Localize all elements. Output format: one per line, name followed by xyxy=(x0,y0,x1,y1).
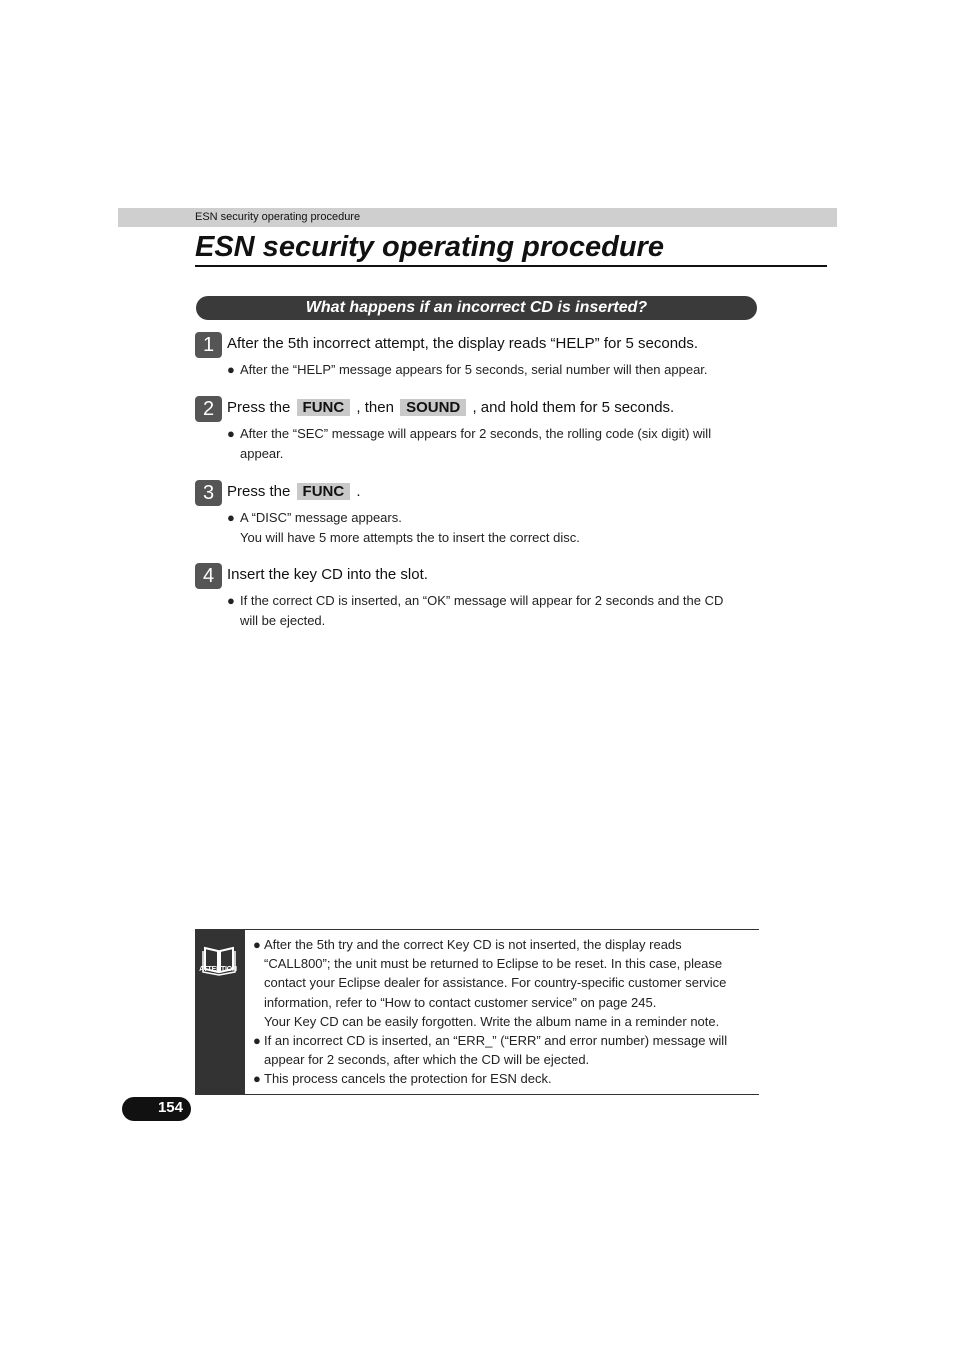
step-text-part: , then xyxy=(356,399,394,416)
step-note-text: If the correct CD is inserted, an “OK” message will appear for 2 seconds and the CD xyxy=(240,593,724,608)
attention-box xyxy=(195,929,759,1095)
attention-line: contact your Eclipse dealer for assistance. For country-specific customer service xyxy=(264,975,727,991)
step-note-text: will be ejected. xyxy=(240,612,326,628)
attention-item xyxy=(253,1031,753,1069)
step-note-text: After the “HELP” message appears for 5 seconds, serial number will then appear. xyxy=(240,362,708,377)
attention-sidebar xyxy=(195,930,245,1094)
sound-key-label: SOUND xyxy=(400,399,466,416)
step-number: 4 xyxy=(195,563,222,589)
running-header xyxy=(118,208,837,227)
func-key-label: FUNC xyxy=(297,399,351,416)
step-note-text: After the “SEC” message will appears for 2 seconds, the rolling code (six digit) will xyxy=(240,426,712,441)
bullet-icon: ● xyxy=(253,1071,261,1087)
step-note-text: A “DISC” message appears. xyxy=(240,510,402,525)
attention-line: appear for 2 seconds, after which the CD will be ejected. xyxy=(264,1052,590,1068)
attention-line: Your Key CD can be easily forgotten. Write the album name in a reminder note. xyxy=(264,1013,720,1029)
section-heading: What happens if an incorrect CD is inserted? xyxy=(196,296,757,320)
func-key-label: FUNC xyxy=(297,483,351,500)
attention-item xyxy=(253,1069,753,1088)
attention-line: information, refer to “How to contact customer service” on page 245. xyxy=(264,994,657,1010)
attention-line: This process cancels the protection for ESN deck. xyxy=(264,1071,552,1087)
attention-line: “CALL800”; the unit must be returned to Eclipse to be reset. In this case, please xyxy=(264,956,723,972)
step-text-part: . xyxy=(356,483,361,500)
step-text xyxy=(227,483,361,500)
step-number: 1 xyxy=(195,332,222,358)
bullet-icon: ● xyxy=(227,362,235,377)
step-note xyxy=(227,508,757,547)
attention-line: After the 5th try and the correct Key CD is not inserted, the display reads xyxy=(264,937,682,952)
running-header-text: ESN security operating procedure xyxy=(195,211,361,223)
page-number: 154 xyxy=(122,1097,191,1121)
bullet-icon: ● xyxy=(253,937,261,952)
step-note-text: You will have 5 more attempts the to insert the correct disc. xyxy=(240,529,580,545)
step-text: Insert the key CD into the slot. xyxy=(227,566,428,583)
step-note xyxy=(227,360,757,380)
step-note xyxy=(227,591,757,630)
step-note xyxy=(227,424,757,463)
step-text xyxy=(227,399,674,416)
attention-label: ATTENTION xyxy=(199,966,237,973)
bullet-icon: ● xyxy=(227,593,235,608)
step-note-text: appear. xyxy=(240,445,284,461)
step-number: 2 xyxy=(195,396,222,422)
step-text: After the 5th incorrect attempt, the display reads “HELP” for 5 seconds. xyxy=(227,335,699,352)
attention-line: If an incorrect CD is inserted, an “ERR_” (“ERR” and error number) message will xyxy=(264,1033,728,1049)
bullet-icon: ● xyxy=(227,426,235,441)
step-text-part: Press the xyxy=(227,399,291,416)
book-icon xyxy=(201,942,237,980)
step-text-part: Press the xyxy=(227,483,291,500)
page-title: ESN security operating procedure xyxy=(195,230,827,267)
bullet-icon: ● xyxy=(227,510,235,525)
attention-content xyxy=(253,935,753,1089)
attention-item xyxy=(253,935,753,1031)
step-number: 3 xyxy=(195,480,222,506)
bullet-icon: ● xyxy=(253,1033,261,1049)
step-text-part: , and hold them for 5 seconds. xyxy=(472,399,675,416)
